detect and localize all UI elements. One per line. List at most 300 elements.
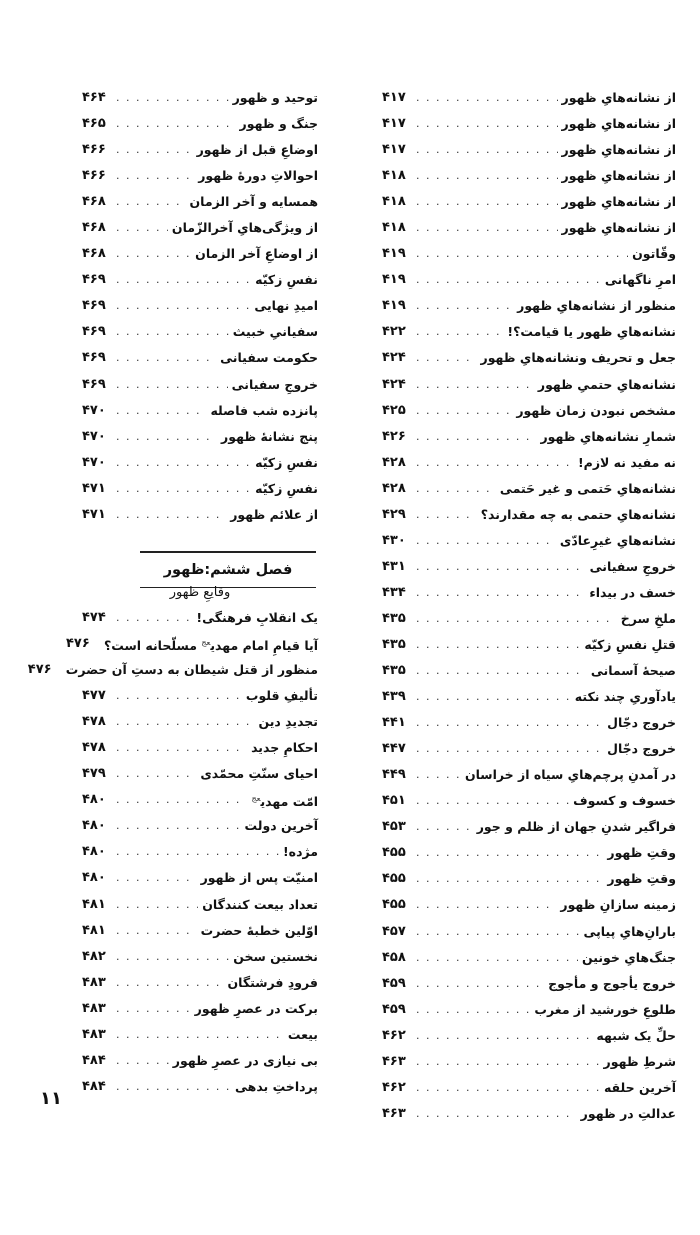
dot-leader bbox=[416, 111, 558, 137]
toc-entry-title bbox=[560, 215, 676, 241]
toc-entry[interactable] bbox=[382, 241, 676, 267]
toc-entry-page: ۴۷۴ bbox=[82, 610, 106, 626]
toc-entry[interactable] bbox=[382, 840, 676, 866]
toc-entry-title-text: از نشانه‌هایِ ظهور bbox=[561, 168, 676, 184]
toc-entry-title bbox=[231, 944, 318, 970]
dot-leader bbox=[116, 996, 191, 1022]
toc-entry[interactable] bbox=[82, 215, 318, 241]
toc-entry-title bbox=[605, 736, 676, 762]
dot-leader bbox=[116, 267, 251, 293]
toc-entry[interactable] bbox=[82, 345, 318, 371]
toc-entry-page: ۴۶۸ bbox=[82, 194, 106, 210]
dot-leader bbox=[416, 658, 587, 684]
dot-leader bbox=[116, 865, 197, 891]
dot-leader bbox=[116, 683, 242, 709]
dot-leader bbox=[416, 1075, 600, 1101]
toc-entry-page: ۴۳۹ bbox=[382, 689, 406, 705]
toc-entry-title bbox=[228, 502, 318, 528]
dot-leader bbox=[416, 762, 461, 788]
toc-entry-page: ۴۶۶ bbox=[82, 142, 106, 158]
toc-entry-title bbox=[479, 345, 676, 371]
toc-entry[interactable] bbox=[82, 241, 318, 267]
toc-entry[interactable] bbox=[82, 605, 318, 631]
dot-leader bbox=[416, 293, 513, 319]
toc-entry-title bbox=[231, 85, 318, 111]
toc-entry-title-text: یک انقلابِ فرهنگی! bbox=[196, 610, 318, 626]
toc-entry-title-text: تجدیدِ دین bbox=[258, 714, 318, 730]
toc-entry[interactable] bbox=[382, 111, 676, 137]
dot-leader bbox=[416, 945, 578, 971]
toc-entry[interactable] bbox=[382, 997, 676, 1023]
toc-entry-title bbox=[249, 786, 318, 815]
toc-entry-title bbox=[560, 189, 676, 215]
toc-entry[interactable] bbox=[382, 684, 676, 710]
toc-entry-title-text: بی نیازی در عصرِ ظهور bbox=[172, 1052, 318, 1068]
toc-entry-page: ۴۵۱ bbox=[382, 793, 406, 809]
toc-entry-page: ۴۶۳ bbox=[382, 1105, 406, 1121]
toc-entry-title-text: توحید و ظهور bbox=[232, 90, 318, 106]
dot-leader bbox=[116, 85, 229, 111]
toc-entry-title-text: وقتِ ظهور bbox=[607, 871, 676, 887]
dot-leader bbox=[116, 970, 224, 996]
dot-leader bbox=[116, 502, 226, 528]
toc-entry[interactable] bbox=[382, 163, 676, 189]
toc-entry-title bbox=[286, 1022, 318, 1048]
toc-entry-title bbox=[588, 554, 676, 580]
toc-entry-title-text: خروج یأجوج و مأجوج bbox=[548, 975, 676, 991]
toc-entry-page: ۴۷۷ bbox=[82, 688, 106, 704]
toc-entry-title-text: خروجِ سفیانی bbox=[231, 376, 318, 392]
toc-entry[interactable] bbox=[382, 1049, 676, 1075]
toc-entry-title bbox=[582, 632, 676, 658]
toc-entry[interactable] bbox=[82, 450, 318, 476]
dot-leader bbox=[116, 319, 229, 345]
dot-leader bbox=[116, 424, 217, 450]
toc-entry[interactable] bbox=[82, 709, 318, 735]
toc-entry-page: ۴۲۴ bbox=[382, 376, 406, 392]
toc-entry-title bbox=[195, 137, 318, 163]
toc-entry-page: ۴۸۲ bbox=[82, 948, 106, 964]
toc-entry-title bbox=[281, 839, 318, 865]
toc-entry-title-text: پنج نشانهٔ ظهور bbox=[221, 428, 318, 444]
dot-leader bbox=[416, 606, 617, 632]
toc-entry[interactable] bbox=[82, 1074, 318, 1100]
dot-leader bbox=[116, 944, 229, 970]
toc-entry-title-text: نه مفید نه لازم! bbox=[577, 454, 676, 470]
dot-leader bbox=[416, 372, 534, 398]
toc-entry[interactable] bbox=[82, 163, 318, 189]
toc-entry-title-text: در آمدنِ پرچم‌هایِ سیاه از خراسان bbox=[464, 767, 676, 783]
toc-entry-title bbox=[560, 111, 676, 137]
dot-leader bbox=[416, 1023, 592, 1049]
toc-entry-title bbox=[253, 267, 318, 293]
toc-entry-title bbox=[560, 137, 676, 163]
toc-entry-page: ۴۳۰ bbox=[382, 532, 406, 548]
toc-entry-title bbox=[193, 241, 318, 267]
toc-entry-page: ۴۱۹ bbox=[382, 272, 406, 288]
toc-entry-title-text: طلوعِ خورشید از مغرب bbox=[534, 1001, 676, 1017]
toc-entry[interactable] bbox=[82, 970, 318, 996]
toc-entry[interactable] bbox=[82, 293, 318, 319]
toc-entry-page: ۴۵۹ bbox=[382, 975, 406, 991]
toc-entry-title bbox=[249, 735, 318, 761]
toc-entry-title bbox=[589, 658, 676, 684]
toc-entry-title bbox=[243, 813, 318, 839]
toc-entry-title-text: خروجِ سفیانی bbox=[589, 558, 676, 574]
toc-entry-page: ۴۵۳ bbox=[382, 819, 406, 835]
toc-entry-title bbox=[230, 372, 318, 398]
toc-entry-page: ۴۶۹ bbox=[82, 324, 106, 340]
toc-entry[interactable] bbox=[82, 476, 318, 502]
toc-entry-title-text: خسف در بیداء bbox=[589, 584, 676, 600]
toc-entry[interactable] bbox=[82, 424, 318, 450]
toc-entry-page: ۴۶۳ bbox=[382, 1053, 406, 1069]
dot-leader bbox=[116, 163, 194, 189]
toc-entry-title bbox=[573, 684, 676, 710]
toc-entry-title bbox=[580, 945, 676, 971]
toc-entry[interactable] bbox=[82, 189, 318, 215]
toc-entry[interactable] bbox=[382, 658, 676, 684]
toc-entry-page: ۴۵۸ bbox=[382, 949, 406, 965]
toc-entry[interactable] bbox=[382, 736, 676, 762]
dot-leader bbox=[416, 580, 585, 606]
toc-entry[interactable] bbox=[82, 735, 318, 761]
toc-entry-title-text: اوّلین خطبهٔ حضرت bbox=[200, 922, 318, 938]
toc-entry-title bbox=[587, 580, 676, 606]
toc-entry-page: ۴۶۸ bbox=[82, 246, 106, 262]
dot-leader bbox=[116, 735, 247, 761]
honorific-icon: عج bbox=[251, 793, 261, 803]
toc-entry-title-text: مشخص نبودن زمان ظهور bbox=[516, 402, 676, 418]
dot-leader bbox=[416, 919, 579, 945]
toc-entry-title bbox=[199, 865, 318, 891]
toc-entry-title bbox=[536, 372, 676, 398]
toc-entry-title-text: پرداختِ بدهی bbox=[235, 1078, 318, 1094]
toc-entry-title bbox=[219, 424, 318, 450]
toc-entry-title bbox=[256, 709, 318, 735]
toc-entry-page: ۴۷۸ bbox=[82, 740, 106, 756]
toc-entry[interactable] bbox=[382, 892, 676, 918]
toc-entry-title-suffix: مسلّحانه است؟ bbox=[104, 637, 202, 653]
dot-leader bbox=[116, 1048, 169, 1074]
toc-entry-title bbox=[218, 345, 318, 371]
toc-entry-title-text: بیعت bbox=[287, 1026, 318, 1042]
toc-entry[interactable] bbox=[382, 1101, 676, 1127]
toc-entry-title-text: مژده! bbox=[282, 844, 318, 860]
dot-leader bbox=[116, 398, 206, 424]
dot-leader bbox=[116, 293, 250, 319]
dot-leader bbox=[416, 1049, 600, 1075]
toc-entry[interactable] bbox=[82, 319, 318, 345]
toc-entry[interactable] bbox=[382, 476, 676, 502]
dot-leader bbox=[416, 997, 530, 1023]
toc-entry[interactable] bbox=[382, 215, 676, 241]
toc-entry[interactable] bbox=[382, 971, 676, 997]
toc-entry[interactable] bbox=[82, 137, 318, 163]
toc-entry[interactable] bbox=[382, 788, 676, 814]
toc-entry-title-text: فرودِ فرشتگان bbox=[227, 974, 318, 990]
toc-entry-page: ۴۲۸ bbox=[382, 454, 406, 470]
toc-entry-title-text: نشانه‌هایِ حتمیِ ظهور bbox=[537, 376, 676, 392]
toc-entry[interactable] bbox=[82, 267, 318, 293]
toc-entry-page: ۴۱۸ bbox=[382, 220, 406, 236]
toc-entry-title bbox=[231, 319, 318, 345]
toc-entry[interactable] bbox=[382, 137, 676, 163]
toc-entry-title bbox=[244, 683, 318, 709]
toc-entry-title-text: جعل و تحریف ونشانه‌هایِ ظهور bbox=[480, 350, 676, 366]
toc-entry[interactable] bbox=[66, 631, 318, 657]
toc-entry-title bbox=[605, 840, 676, 866]
toc-entry-title-text: نشانه‌هایِ ظهور یا قیامت؟! bbox=[507, 324, 676, 340]
dot-leader bbox=[116, 111, 236, 137]
toc-entry[interactable] bbox=[382, 424, 676, 450]
toc-entry-title bbox=[102, 630, 318, 659]
toc-entry-title bbox=[475, 814, 676, 840]
toc-entry-page: ۴۲۸ bbox=[382, 480, 406, 496]
dot-leader bbox=[416, 345, 477, 371]
toc-entry[interactable] bbox=[82, 683, 318, 709]
toc-entry-page: ۴۵۷ bbox=[382, 923, 406, 939]
toc-entry[interactable] bbox=[82, 787, 318, 813]
toc-right-column bbox=[382, 85, 676, 1127]
toc-entry-title-text: نخستین سخن bbox=[233, 948, 318, 964]
toc-entry-page: ۴۱۸ bbox=[382, 168, 406, 184]
toc-entry-page: ۴۵۵ bbox=[382, 845, 406, 861]
toc-entry-title bbox=[194, 605, 318, 631]
toc-entry[interactable] bbox=[382, 1023, 676, 1049]
dot-leader bbox=[416, 241, 628, 267]
toc-entry-page: ۴۵۵ bbox=[382, 871, 406, 887]
toc-entry-title bbox=[498, 476, 676, 502]
toc-entry-page: ۴۱۷ bbox=[382, 90, 406, 106]
toc-entry[interactable] bbox=[382, 554, 676, 580]
toc-entry-title-text: برکت در عصرِ ظهور bbox=[194, 1000, 318, 1016]
dot-leader bbox=[116, 605, 192, 631]
dot-leader bbox=[416, 398, 512, 424]
toc-entry-page: ۴۷۰ bbox=[82, 428, 106, 444]
toc-entry-title-text: تألیفِ قلوب bbox=[245, 688, 318, 704]
toc-entry-title-text: جنگ و ظهور bbox=[239, 116, 318, 132]
dot-leader bbox=[416, 684, 571, 710]
dot-leader bbox=[116, 813, 241, 839]
toc-entry-page: ۴۲۴ bbox=[382, 350, 406, 366]
toc-entry-title-text: از نشانه‌هایِ ظهور bbox=[561, 142, 676, 158]
toc-entry-title bbox=[619, 606, 676, 632]
toc-entry-page: ۴۶۵ bbox=[82, 116, 106, 132]
toc-entry-page: ۴۲۲ bbox=[382, 324, 406, 340]
toc-entry[interactable] bbox=[82, 892, 318, 918]
toc-entry-page: ۴۲۶ bbox=[382, 428, 406, 444]
toc-entry-page: ۴۱۹ bbox=[382, 246, 406, 262]
toc-entry-page: ۴۸۰ bbox=[82, 818, 106, 834]
toc-entry-page: ۴۳۵ bbox=[382, 637, 406, 652]
dot-leader bbox=[416, 215, 558, 241]
toc-entry-title-text: تعداد بیعت کنندگان bbox=[202, 896, 318, 912]
page-number: ۱۱ bbox=[40, 1088, 62, 1109]
toc-entry-title-text: احوالاتِ دورهٔ ظهور bbox=[198, 168, 318, 184]
dot-leader bbox=[416, 866, 603, 892]
toc-entry[interactable] bbox=[82, 502, 318, 528]
toc-entry[interactable] bbox=[82, 372, 318, 398]
toc-entry-page: ۴۱۹ bbox=[382, 298, 406, 314]
toc-entry-title bbox=[538, 424, 676, 450]
toc-entry-page: ۴۸۱ bbox=[82, 922, 106, 938]
toc-entry-page: ۴۶۸ bbox=[82, 220, 106, 236]
honorific-icon: عج bbox=[201, 637, 211, 647]
dot-leader bbox=[416, 137, 558, 163]
toc-entry-page: ۴۶۲ bbox=[382, 1027, 406, 1043]
toc-entry-title-text: اوضاعِ قبل از ظهور bbox=[196, 142, 318, 158]
toc-entry[interactable] bbox=[382, 85, 676, 111]
toc-entry-page: ۴۷۰ bbox=[82, 454, 106, 470]
toc-entry-title bbox=[171, 1048, 318, 1074]
toc-entry-title bbox=[208, 398, 318, 424]
toc-entry-page: ۴۲۵ bbox=[382, 402, 406, 418]
toc-entry-page: ۴۴۹ bbox=[382, 767, 406, 783]
toc-entry-title-text: منظور از قتل شیطان به دستِ آن حضرت bbox=[65, 662, 318, 678]
dot-leader bbox=[116, 1074, 231, 1100]
toc-entry-title bbox=[479, 502, 676, 528]
toc-entry-title-text: از ویژگی‌هایِ آخرالزّمان bbox=[171, 220, 318, 236]
toc-entry-title-text: نشانه‌هایِ حتمی به چه مقدارند؟ bbox=[480, 506, 676, 522]
toc-entry[interactable] bbox=[382, 606, 676, 632]
toc-entry-page: ۴۸۳ bbox=[82, 974, 106, 990]
dot-leader bbox=[416, 85, 558, 111]
toc-entry-page: ۴۸۴ bbox=[82, 1078, 106, 1094]
toc-entry-title-text: حلِّ یک شبهه bbox=[596, 1027, 676, 1043]
toc-entry[interactable] bbox=[82, 996, 318, 1022]
toc-entry-title-text: وقتِ ظهور bbox=[607, 845, 676, 861]
toc-entry-title bbox=[193, 996, 318, 1022]
toc-entry-page: ۴۶۲ bbox=[382, 1079, 406, 1095]
toc-entry[interactable] bbox=[82, 813, 318, 839]
toc-entry-title-text: منظور از نشانه‌هایِ ظهور bbox=[517, 298, 676, 314]
toc-entry-title bbox=[576, 450, 676, 476]
toc-entry-page: ۴۷۶ bbox=[66, 636, 90, 652]
toc-entry[interactable] bbox=[382, 267, 676, 293]
toc-entry-title-text: شمارِ نشانه‌هایِ ظهور bbox=[540, 428, 676, 444]
toc-entry[interactable] bbox=[382, 528, 676, 554]
toc-entry[interactable] bbox=[382, 372, 676, 398]
dot-leader bbox=[116, 839, 279, 865]
toc-entry[interactable] bbox=[27, 657, 318, 683]
toc-entry-page: ۴۵۵ bbox=[382, 897, 406, 913]
dot-leader bbox=[116, 345, 216, 371]
toc-entry-page: ۴۷۹ bbox=[82, 766, 106, 782]
toc-entry[interactable] bbox=[382, 710, 676, 736]
toc-entry-title-text: آخرین حلقه bbox=[603, 1079, 676, 1095]
dot-leader bbox=[116, 450, 251, 476]
toc-entry-title-text: همسایه و آخر الزمان bbox=[189, 194, 318, 210]
toc-entry-title-text: فراگیر شدنِ جهان از ظلم و جور bbox=[476, 819, 676, 835]
dot-leader bbox=[116, 787, 247, 813]
toc-entry[interactable] bbox=[382, 580, 676, 606]
toc-entry[interactable] bbox=[382, 345, 676, 371]
toc-entry-title-text: پانزده شب فاصله bbox=[210, 402, 318, 418]
toc-entry[interactable] bbox=[382, 1075, 676, 1101]
toc-entry-page: ۴۸۰ bbox=[82, 792, 106, 808]
toc-entry-page: ۴۲۹ bbox=[382, 506, 406, 522]
toc-entry-title bbox=[198, 761, 318, 787]
toc-entry[interactable] bbox=[382, 632, 676, 658]
toc-entry-page: ۴۶۹ bbox=[82, 272, 106, 288]
dot-leader bbox=[116, 241, 191, 267]
dot-leader bbox=[416, 632, 580, 658]
toc-entry-title bbox=[505, 319, 676, 345]
toc-entry-page: ۴۸۰ bbox=[82, 870, 106, 886]
toc-entry-page: ۴۱۷ bbox=[382, 142, 406, 158]
toc-entry[interactable] bbox=[382, 814, 676, 840]
toc-entry-title bbox=[594, 1023, 676, 1049]
toc-entry-title bbox=[581, 919, 676, 945]
dot-leader bbox=[116, 709, 254, 735]
toc-entry-title-text: از علائم ظهور bbox=[230, 506, 318, 522]
toc-entry-page: ۴۷۱ bbox=[82, 480, 106, 496]
toc-entry[interactable] bbox=[382, 319, 676, 345]
toc-entry[interactable] bbox=[382, 502, 676, 528]
toc-entry-page: ۴۳۵ bbox=[382, 663, 406, 679]
dot-leader bbox=[416, 528, 556, 554]
dot-leader bbox=[416, 267, 601, 293]
toc-entry[interactable] bbox=[382, 762, 676, 788]
toc-entry[interactable] bbox=[82, 944, 318, 970]
toc-entry-title bbox=[253, 476, 318, 502]
dot-leader bbox=[416, 892, 556, 918]
toc-entry[interactable] bbox=[82, 1022, 318, 1048]
toc-entry-title-text: از نشانه‌هایِ ظهور bbox=[561, 90, 676, 106]
toc-entry-title-text: سفیانیِ خبیث bbox=[232, 324, 318, 340]
toc-entry[interactable] bbox=[382, 189, 676, 215]
toc-entry[interactable] bbox=[382, 398, 676, 424]
toc-entry[interactable] bbox=[82, 865, 318, 891]
toc-entry-page: ۴۶۹ bbox=[82, 376, 106, 392]
dot-leader bbox=[116, 137, 193, 163]
toc-entry[interactable] bbox=[82, 918, 318, 944]
toc-entry[interactable] bbox=[82, 85, 318, 111]
toc-entry-title-text: احکامِ جدید bbox=[251, 740, 318, 756]
toc-entry-page: ۴۷۱ bbox=[82, 506, 106, 522]
toc-entry-title-text: نفسِ زکیّه bbox=[255, 272, 318, 288]
toc-entry[interactable] bbox=[382, 945, 676, 971]
toc-entry-page: ۴۴۱ bbox=[382, 715, 406, 731]
dot-leader bbox=[416, 502, 477, 528]
toc-entry[interactable] bbox=[82, 398, 318, 424]
toc-entry[interactable] bbox=[82, 1048, 318, 1074]
toc-entry-page: ۴۳۱ bbox=[382, 558, 406, 574]
dot-leader bbox=[416, 710, 603, 736]
toc-entry-title bbox=[579, 1101, 676, 1127]
toc-entry[interactable] bbox=[382, 293, 676, 319]
toc-entry[interactable] bbox=[382, 450, 676, 476]
toc-entry[interactable] bbox=[382, 919, 676, 945]
dot-leader bbox=[416, 163, 558, 189]
toc-entry[interactable] bbox=[382, 866, 676, 892]
toc-entry[interactable] bbox=[82, 761, 318, 787]
toc-entry-page: ۴۱۷ bbox=[382, 116, 406, 132]
section-title: وقایعِ ظهور bbox=[169, 585, 231, 600]
dot-leader bbox=[416, 189, 558, 215]
toc-entry-title-text: آیا قیامِ امام مهدی bbox=[210, 637, 318, 653]
toc-entry[interactable] bbox=[82, 111, 318, 137]
toc-entry-page: ۴۳۵ bbox=[382, 610, 406, 626]
toc-entry-title-text: شرطِ ظهور bbox=[603, 1053, 676, 1069]
toc-entry-title-text: از نشانه‌هایِ ظهور bbox=[561, 116, 676, 132]
toc-entry-title-text: یادآوریِ چند نکته bbox=[574, 689, 676, 705]
dot-leader bbox=[116, 1022, 284, 1048]
toc-entry-title bbox=[200, 892, 318, 918]
toc-entry-page: ۴۷۰ bbox=[82, 402, 106, 418]
toc-entry[interactable] bbox=[82, 839, 318, 865]
